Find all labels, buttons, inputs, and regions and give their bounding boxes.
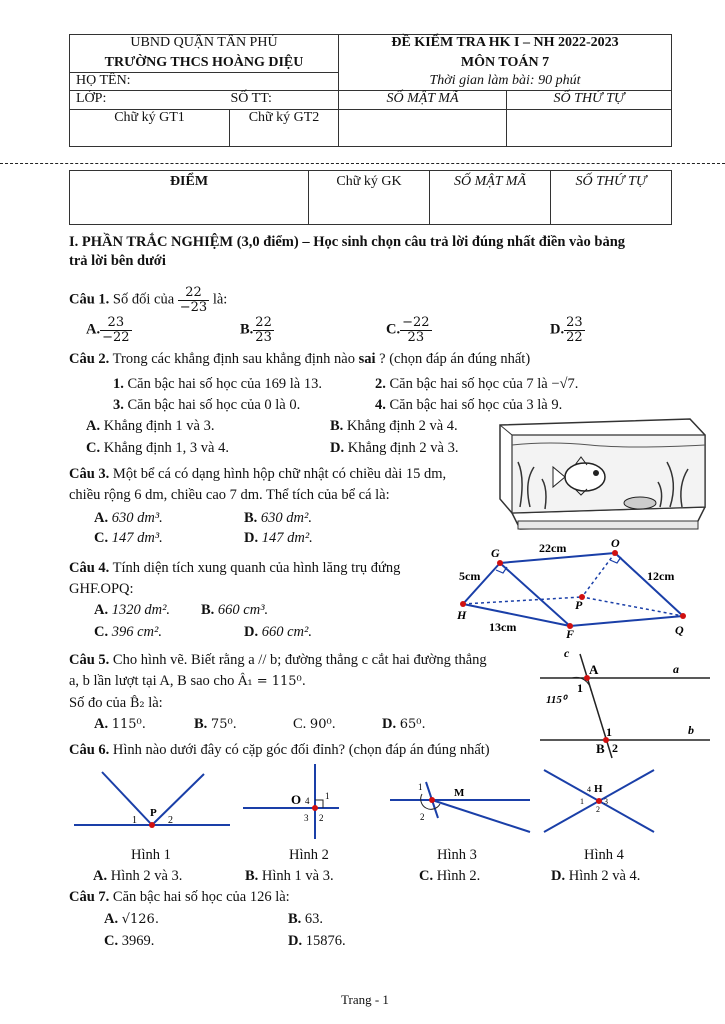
score-secret-code: SỐ MẬT MÃ <box>430 171 551 225</box>
q2-label: Câu 2. <box>69 351 110 367</box>
q7-option-c[interactable]: C. 3969. <box>104 933 155 949</box>
q7-option-d[interactable]: D. 15876. <box>288 933 346 949</box>
angle-b1: 1 <box>606 725 612 739</box>
q4-stem-1: Câu 4. Tính diện tích xung quanh của hình lăng trụ đứng <box>69 560 401 576</box>
school-name: TRƯỜNG THCS HOÀNG DIỆU <box>70 55 339 73</box>
svg-text:2: 2 <box>420 812 425 822</box>
q2-option-b[interactable]: B. Khẳng định 2 và 4. <box>330 418 458 434</box>
q2-option-d[interactable]: D. Khẳng định 2 và 3. <box>330 440 459 456</box>
score-table <box>69 170 672 225</box>
q1-option-b[interactable]: B. $\frac{22}{23}$ <box>240 315 272 345</box>
q5-option-a[interactable]: A. 115⁰. <box>94 716 146 732</box>
label-point-b: B <box>596 741 605 756</box>
label-a: a <box>673 662 679 676</box>
q1-option-c[interactable]: C. $\frac{-22}{23}$ <box>386 315 430 345</box>
q2-statement-1: 1. Căn bậc hai số học của 169 là 13. <box>113 376 322 392</box>
q6-stem: Câu 6. Hình nào dưới đây có cặp góc đối đỉnh? (chọn đáp án đúng nhất) <box>69 742 490 758</box>
order-no-cell <box>507 110 672 147</box>
section-title-cont: trả lời bên dưới <box>69 253 166 269</box>
q5-stem-2: a, b lần lượt tại A, B sao cho Â₁ = 115⁰. <box>69 673 306 689</box>
q5-option-d[interactable]: D. 65⁰. <box>382 716 426 732</box>
order-no-label: SỐ THỨ TỰ <box>507 91 672 110</box>
svg-text:4: 4 <box>305 796 310 806</box>
q1-stem <box>69 286 227 314</box>
prism-figure <box>455 535 710 640</box>
q4-option-a[interactable]: A. 1320 dm². <box>94 602 171 618</box>
parallel-lines-figure <box>520 648 715 760</box>
q3-stem-2: chiều rộng 6 dm, chiều cao 7 dm. Thể tích của bể cá là: <box>69 487 390 503</box>
svg-text:1: 1 <box>132 815 137 826</box>
q1-text: Số đối của <box>112 291 175 308</box>
page-number: Trang - 1 <box>341 992 389 1007</box>
class-seq-row <box>70 91 339 110</box>
exam-time: Thời gian làm bài: 90 phút <box>339 73 672 91</box>
class-label: LỚP: <box>76 91 107 106</box>
q7-option-a[interactable]: A. √126. <box>104 911 159 927</box>
dim-5cm: 5cm <box>459 569 481 583</box>
q3-option-b[interactable]: B. 630 dm². <box>244 510 312 526</box>
label-o: O <box>611 536 620 550</box>
seq-label: SỐ TT: <box>230 91 272 106</box>
q3-option-c[interactable]: C. 147 dm³. <box>94 530 163 546</box>
q4-stem-2: GHF.OPQ: <box>69 581 134 597</box>
q5-stem-3: Số đo của B̂₂ là: <box>69 695 163 711</box>
label-b: b <box>688 723 694 737</box>
q1-option-a[interactable]: A. $\frac{23}{-22}$ <box>86 315 130 345</box>
svg-text:1: 1 <box>325 791 330 801</box>
section-title: I. PHẦN TRẮC NGHIỆM (3,0 điểm) – Học sinh chọn câu trả lời đúng nhất điền vào bảng <box>69 234 626 250</box>
q6-figure-2 <box>243 764 339 839</box>
score-label: ĐIỂM <box>70 171 309 225</box>
signature-cells <box>70 110 339 147</box>
sign-gt2: Chữ ký GT2 <box>248 110 320 125</box>
svg-text:3: 3 <box>604 797 608 806</box>
q7-stem: Câu 7. Căn bậc hai số học của 126 là: <box>69 889 290 905</box>
svg-text:2: 2 <box>319 813 324 823</box>
q5-option-c[interactable]: C. 90⁰. <box>293 716 336 732</box>
svg-text:2: 2 <box>168 815 173 826</box>
angle-115: 115⁰ <box>546 694 567 706</box>
q2-option-a[interactable]: A. Khẳng định 1 và 3. <box>86 418 215 434</box>
q4-option-b[interactable]: B. 660 cm³. <box>201 602 269 618</box>
svg-text:1: 1 <box>418 782 423 792</box>
q6-figure-1 <box>72 768 232 838</box>
q5-option-b[interactable]: B. 75⁰. <box>194 716 237 732</box>
angle-b2: 2 <box>612 741 618 755</box>
svg-text:H: H <box>594 783 603 795</box>
svg-text:2: 2 <box>596 805 600 814</box>
q3-option-d[interactable]: D. 147 dm². <box>244 530 313 546</box>
svg-text:3: 3 <box>304 813 309 823</box>
q6-option-b[interactable]: B. Hình 1 và 3. <box>245 868 334 884</box>
dim-12cm: 12cm <box>647 569 675 583</box>
sign-gk: Chữ ký GK <box>309 171 430 225</box>
q2-statement-3: 3. Căn bậc hai số học của 0 là 0. <box>113 397 301 413</box>
q1-fraction: $\frac{22}{-23}$ <box>179 285 208 315</box>
label-h: H <box>457 608 467 622</box>
q2-stem: Câu 2. Trong các khẳng định sau khẳng định nào sai ? (chọn đáp án đúng nhất) <box>69 351 531 367</box>
svg-text:M: M <box>454 787 465 799</box>
label-q: Q <box>675 623 684 637</box>
svg-text:1: 1 <box>580 797 584 806</box>
dim-22cm: 22cm <box>539 541 567 555</box>
q6-option-c[interactable]: C. Hình 2. <box>419 868 481 884</box>
svg-text:O: O <box>291 792 302 807</box>
q1-option-d[interactable]: D. $\frac{23}{22}$ <box>550 315 583 345</box>
q3-stem-1: Câu 3. Một bể cá có dạng hình hộp chữ nhật có chiều dài 15 dm, <box>69 466 447 482</box>
q1-tail: là: <box>212 291 228 308</box>
figure-caption-2: Hình 2 <box>289 847 329 863</box>
secret-code-cell <box>339 110 507 147</box>
q3-option-a[interactable]: A. 630 dm³. <box>94 510 163 526</box>
q6-figure-3 <box>390 780 532 832</box>
svg-text:4: 4 <box>587 785 591 794</box>
aquarium-figure <box>490 417 715 533</box>
secret-code-label: SỐ MẬT MÃ <box>339 91 507 110</box>
figure-caption-1: Hình 1 <box>131 847 171 863</box>
figure-caption-3: Hình 3 <box>437 847 477 863</box>
score-order-no: SỐ THỨ TỰ <box>551 171 672 225</box>
district: UBND QUẬN TÂN PHÚ <box>70 35 339 55</box>
q4-option-c[interactable]: C. 396 cm². <box>94 624 162 640</box>
angle-a1: 1 <box>577 681 583 695</box>
q2-statement-4: 4. Căn bậc hai số học của 3 là 9. <box>375 397 563 413</box>
dim-13cm: 13cm <box>489 620 517 634</box>
exam-title: ĐỀ KIỂM TRA HK I – NH 2022-2023 <box>339 35 672 55</box>
label-f: F <box>566 627 575 641</box>
q7-option-b[interactable]: B. 63. <box>288 911 324 927</box>
subject: MÔN TOÁN 7 <box>339 55 672 73</box>
cut-line <box>0 163 725 164</box>
sign-gt1: Chữ ký GT1 <box>70 110 230 146</box>
q2-statement-2: 2. Căn bậc hai số học của 7 là −√7. <box>375 376 579 392</box>
q6-option-d[interactable]: D. Hình 2 và 4. <box>551 868 641 884</box>
q5-stem-1: Câu 5. Cho hình vẽ. Biết rằng a // b; đường thẳng c cắt hai đường thẳng <box>69 652 487 668</box>
q1-label: Câu 1. <box>69 291 110 308</box>
label-point-a: A <box>589 662 599 677</box>
svg-text:P: P <box>150 807 157 819</box>
header-table <box>69 34 672 147</box>
q6-option-a[interactable]: A. Hình 2 và 3. <box>93 868 183 884</box>
label-g: G <box>491 546 500 560</box>
label-p: P <box>575 598 583 612</box>
figure-caption-4: Hình 4 <box>584 847 624 863</box>
q2-option-c[interactable]: C. Khẳng định 1, 3 và 4. <box>86 440 229 456</box>
label-c: c <box>564 646 570 660</box>
name-field: HỌ TÊN: <box>70 73 339 91</box>
q6-figure-4 <box>540 766 658 836</box>
q4-option-d[interactable]: D. 660 cm². <box>244 624 312 640</box>
